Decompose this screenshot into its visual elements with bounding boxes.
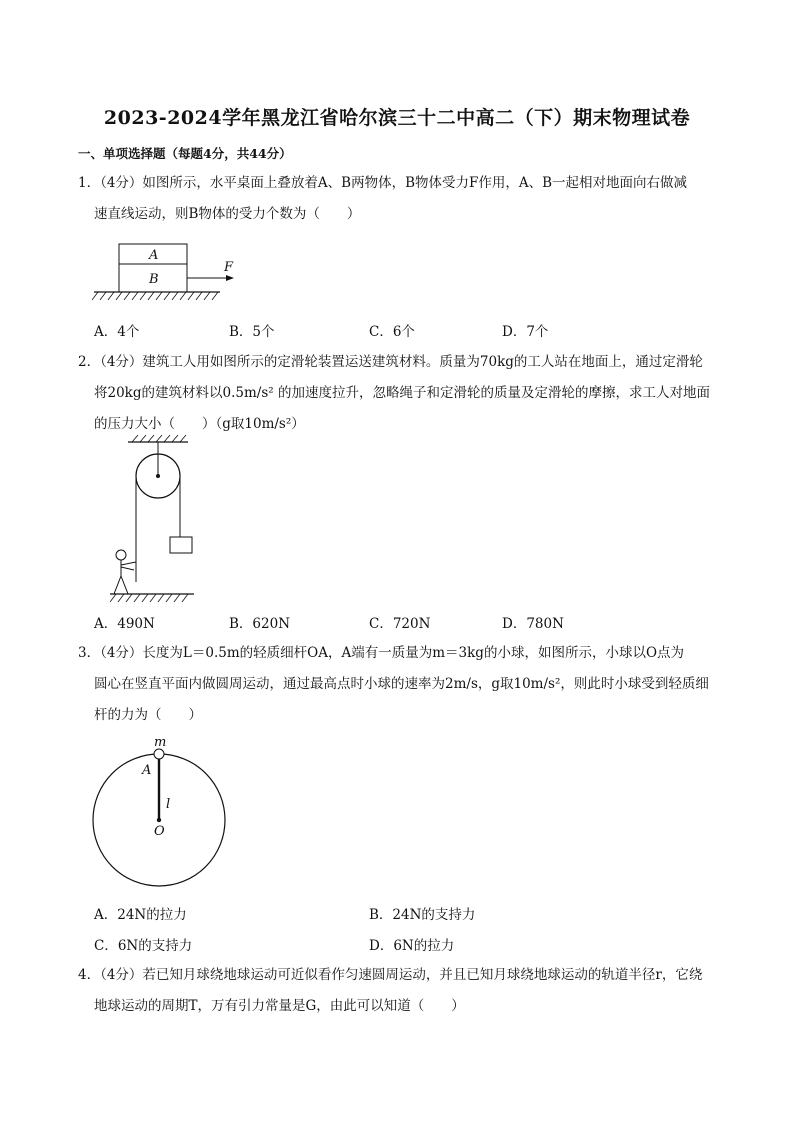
label-l: l	[166, 797, 171, 812]
q3-text-line3: 杆的力为（ ）	[94, 707, 202, 723]
q1-option-b: B．5个	[229, 324, 275, 340]
q4-text-line1: 4．（4分）若已知月球绕地球运动可近似看作匀速圆周运动，并且已知月球绕地球运动的轨道半径r，它绕	[78, 967, 703, 983]
label-m: m	[154, 735, 167, 750]
q4-text-line2: 地球运动的周期T，万有引力常量是G，由此可以知道（ ）	[94, 998, 465, 1014]
label-a: A	[149, 248, 159, 263]
q2-option-a: A．490N	[94, 616, 155, 632]
q1-option-d: D．7个	[502, 324, 549, 340]
q3-option-c: C．6N的支持力	[94, 938, 193, 954]
q2-text-line3: 的压力大小（ ）（g取10m/s²）	[94, 416, 305, 432]
label-a: A	[142, 763, 152, 778]
center-o	[157, 818, 161, 822]
q1-text-line2: 速直线运动，则B物体的受力个数为（ ）	[94, 206, 361, 222]
q3-figure-circle	[90, 734, 234, 892]
section-heading: 一、单项选择题（每题4分，共44分）	[78, 146, 292, 161]
q1-text-line1: 1．（4分）如图所示，水平桌面上叠放着A、B两物体，B物体受力F作用，A、B一起相对地面向右做减	[78, 175, 688, 191]
worker-body	[114, 560, 136, 594]
q2-text-line2: 将20kg的建筑材料以0.5m/s² 的加速度拉升，忽略绳子和定滑轮的质量及定滑轮的摩擦，求工人对地面	[94, 385, 710, 401]
q2-text-line1: 2．（4分）建筑工人用如图所示的定滑轮装置运送建筑材料。质量为70kg的工人站在地面上，通过定滑轮	[78, 354, 703, 370]
q3-option-b: B．24N的支持力	[369, 907, 476, 923]
ball-m	[154, 749, 164, 759]
q1-option-c: C．6个	[369, 324, 415, 340]
floor-hatch	[110, 594, 188, 602]
force-arrow-head	[226, 275, 234, 281]
q3-option-d: D．6N的拉力	[369, 938, 455, 954]
material-box	[170, 537, 192, 553]
q3-option-a: A．24N的拉力	[94, 907, 187, 923]
pulley-axle	[156, 474, 160, 478]
page-title: 2023-2024学年黑龙江省哈尔滨三十二中高二（下）期末物理试卷	[103, 107, 691, 129]
q2-option-b: B．620N	[229, 616, 291, 632]
q1-option-a: A．4个	[94, 324, 140, 340]
q2-figure-pulley	[110, 434, 202, 606]
q1-figure-blocks	[92, 238, 252, 302]
q3-text-line1: 3．（4分）长度为L＝0.5m的轻质细杆OA，A端有一质量为m＝3kg的小球，如图所示，小球以O点为	[78, 645, 685, 661]
ceiling-hatch	[132, 435, 186, 442]
label-o: O	[154, 824, 165, 839]
q3-text-line2: 圆心在竖直平面内做圆周运动，通过最高点时小球的速率为2m/s，g取10m/s²，则此时小球受到轻质细	[94, 676, 709, 692]
worker-head	[116, 550, 126, 560]
label-b: B	[149, 272, 159, 287]
q2-option-c: C．720N	[369, 616, 431, 632]
label-f: F	[224, 260, 234, 275]
ground-hatch	[92, 292, 218, 300]
q2-option-d: D．780N	[502, 616, 564, 632]
